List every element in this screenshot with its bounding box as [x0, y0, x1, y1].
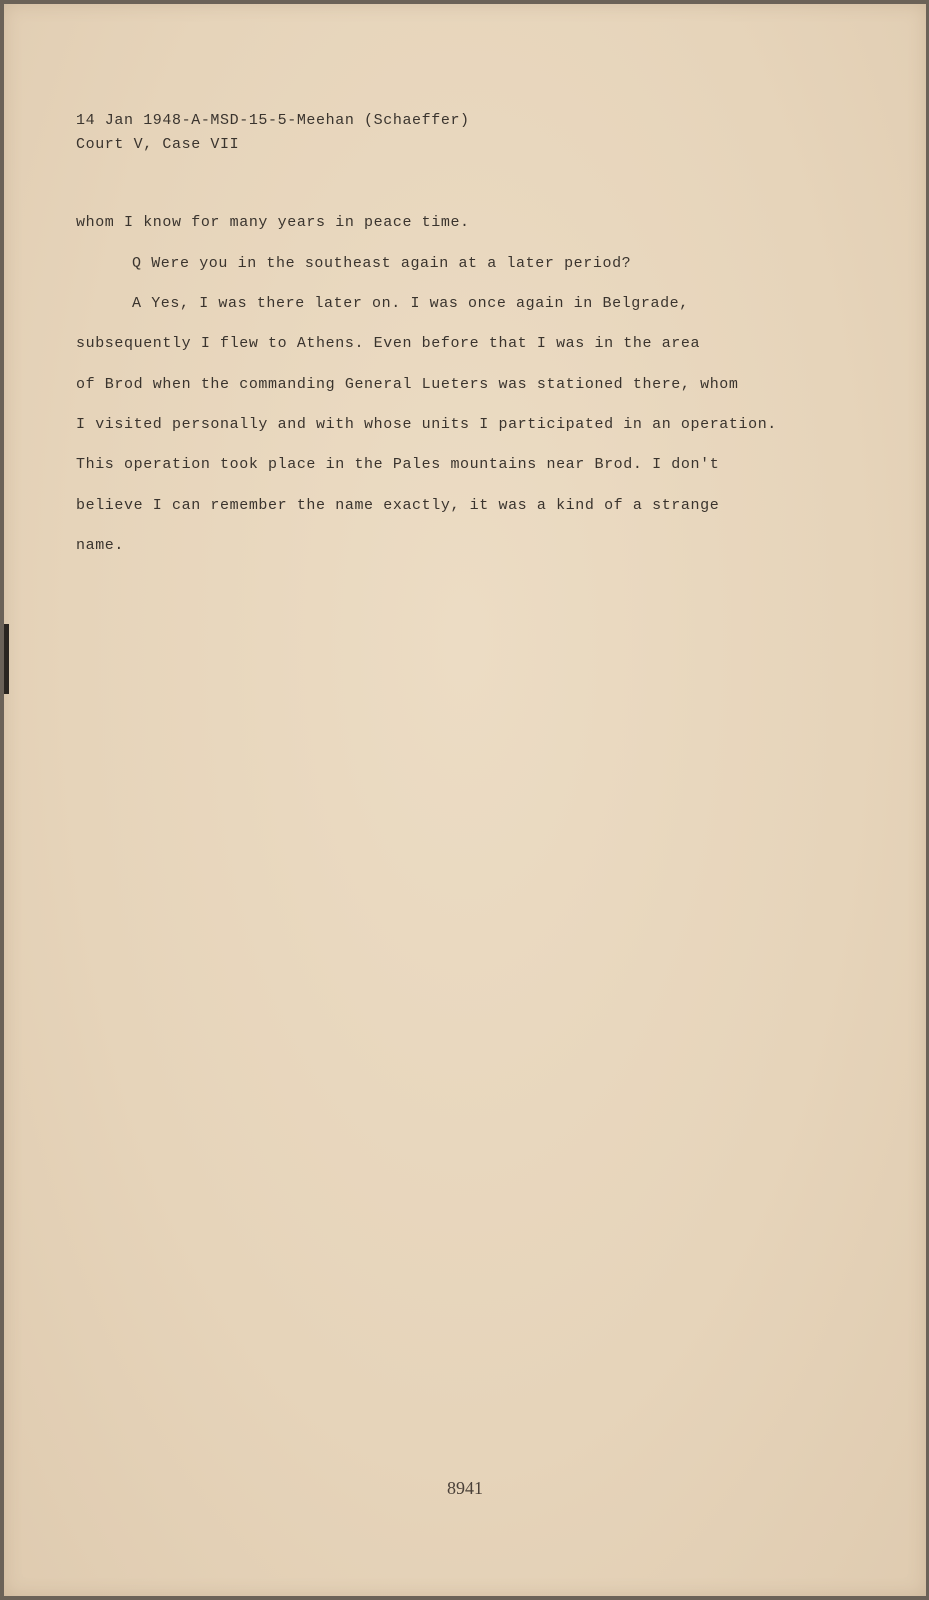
transcript-line: This operation took place in the Pales mountains near Brod. I don't: [76, 456, 720, 473]
transcript-line: I visited personally and with whose units I participated in an operation.: [76, 416, 777, 433]
transcript-line: of Brod when the commanding General Lueters was stationed there, whom: [76, 376, 739, 393]
transcript-line: name.: [76, 537, 125, 554]
page-number: 8941: [447, 1478, 483, 1498]
transcript-line: believe I can remember the name exactly, it was a kind of a strange: [76, 497, 720, 514]
document-page: [4, 4, 926, 1596]
answer-line: A Yes, I was there later on. I was once again in Belgrade,: [132, 295, 689, 312]
transcript-line: subsequently I flew to Athens. Even before that I was in the area: [76, 335, 701, 352]
header-reference: 14 Jan 1948-A-MSD-15-5-Meehan (Schaeffer): [76, 112, 470, 129]
binding-edge: [4, 624, 9, 694]
header-court-case: Court V, Case VII: [76, 136, 240, 153]
transcript-line: whom I know for many years in peace time.: [76, 214, 470, 231]
question-line: Q Were you in the southeast again at a later period?: [132, 255, 632, 272]
